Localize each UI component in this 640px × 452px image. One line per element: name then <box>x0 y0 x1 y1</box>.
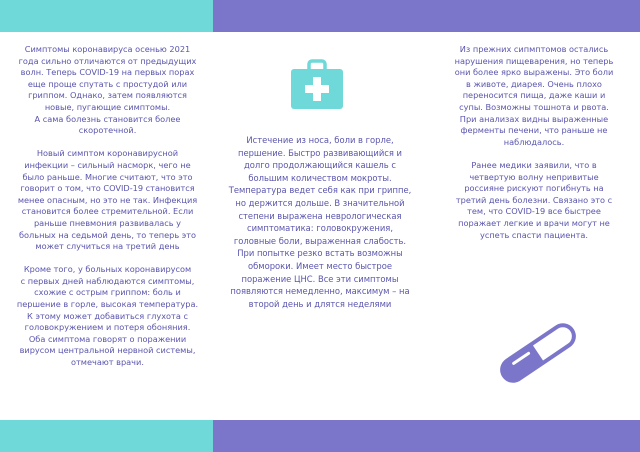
left-paragraph-2: Новый симптом коронавирусной инфекции – сильный насморк, чего не было раньше. Многие считают, что это говорит о том, что COVID-19 становится менее опасным, но это не так. Инфекция становится более стремительной. Если раньше пневмония развивалась у больных на седьмой день, то теперь это может случиться на третий день <box>17 148 198 252</box>
top-band-right <box>426 0 640 32</box>
capsule-pill-icon <box>492 318 584 388</box>
bottom-band-right <box>426 420 640 452</box>
left-paragraph-1: Симптомы коронавируса осенью 2021 года сильно отличаются от предыдущих волн. Теперь COVID-19 на первых порах еще проще спутать с простудой или гриппом. Однако, затем появляются новые, пугающие симптомы. А сама болезнь становится более скоротечной. <box>18 44 197 136</box>
bottom-band-left <box>0 420 213 452</box>
top-band-left <box>0 0 213 32</box>
first-aid-kit-icon <box>290 57 344 111</box>
middle-column <box>222 134 418 310</box>
top-band-middle <box>213 0 426 32</box>
right-paragraph-2: Ранее медики заявили, что в четвертую волну непривитые россияне рискуют погибнуть на третий день болезни. Связано это с тем, что COVID-19 все быстрее поражает легкие и врачи могут не успеть спасти пациента. <box>455 159 613 240</box>
bottom-band-middle <box>213 420 426 452</box>
middle-paragraph-1: Истечение из носа, боли в горле, першение. Быстро развивающийся и долго продолжающийся кашель с большим количеством мокроты. Температура ведет себя как при гриппе, но держится дольше. В значительной степени выражена неврологическая симптоматика: головокружения, головные боли, выраженная слабость. При попытке резко встать возможны обмороки. Имеет место быстрое поражение ЦНС. Все эти симптомы появляются немедленно, максимум – на второй день и длятся неделями <box>228 135 412 309</box>
right-paragraph-1: Из прежних сипмптомов остались нарушения пищеварения, но теперь они более ярко выражены. Это боли в животе, диарея. Очень плохо переносится пища, даже каши и супы. Возможны тошнота и рвота. При анализах видны выраженные ферменты печени, что раньше не наблюдалось. <box>454 44 614 147</box>
right-column <box>436 44 632 241</box>
left-paragraph-3: Кроме того, у больных коронавирусом с первых дней наблюдаются симптомы, схожие с острым гриппом: боль и першение в горле, высокая температура. К этому может добавиться глухота с головокружением и потеря обоняния. Оба симптома говорят о поражении вирусом центральной нервной системы, отмечают врачи. <box>16 264 199 368</box>
left-column <box>6 44 209 369</box>
